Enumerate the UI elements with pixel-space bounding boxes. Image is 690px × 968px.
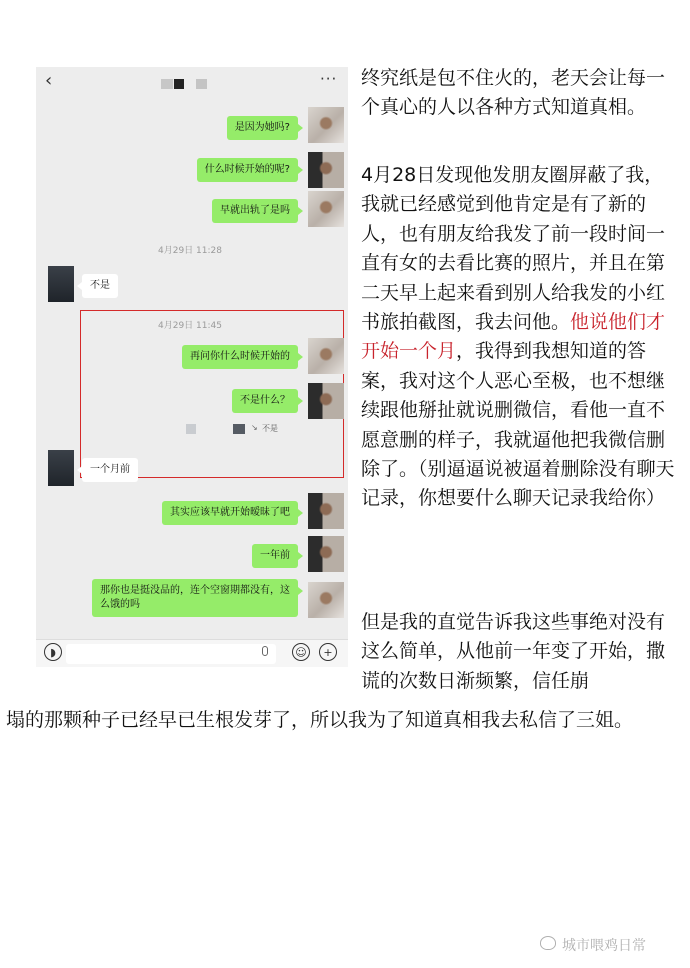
my-message-bubble[interactable]: 再问你什么时候开始的 <box>182 345 298 369</box>
story-text: 4月28日发现他发朋友圈屏蔽了我，我就已经感觉到他肯定是有了新的人，也有朋友给我发了前一段时间一直有女的去看比赛的照片，并且在第二天早上起来看到别人给我发的小红书旅拍截图，我去问他。 <box>361 164 666 334</box>
contact-avatar[interactable] <box>48 450 74 486</box>
back-arrow-icon[interactable]: ‹ <box>45 70 53 91</box>
microphone-icon[interactable] <box>262 646 268 656</box>
my-message-bubble[interactable]: 什么时候开始的呢? <box>197 158 298 182</box>
contact-avatar[interactable] <box>48 266 74 302</box>
paragraph-intuition-continued: 塌的那颗种子已经早已生根发芽了，所以我为了知道真相我去私信了三姐。 <box>6 709 634 731</box>
plus-icon[interactable]: + <box>319 643 337 661</box>
paragraph-story <box>361 161 681 514</box>
my-avatar[interactable] <box>308 582 344 618</box>
emoji-icon[interactable]: ☺ <box>292 643 310 661</box>
paragraph-intuition: 但是我的直觉告诉我这些事绝对没有这么简单，从他前一年变了开始，撒谎的次数日渐频繁，信任崩 <box>361 611 666 692</box>
voice-icon[interactable]: ◗ <box>44 643 62 661</box>
more-options-icon[interactable]: ··· <box>320 70 338 88</box>
my-message-bubble[interactable]: 是因为她吗? <box>227 116 298 140</box>
quoted-message[interactable]: 不是 <box>262 424 278 433</box>
contact-message-bubble[interactable]: 不是 <box>82 274 118 298</box>
contact-message-bubble[interactable]: 一个月前 <box>82 458 138 482</box>
blurred-quote-name <box>233 424 245 434</box>
chat-input-bar <box>36 639 348 667</box>
message-timestamp: 4月29日 11:28 <box>158 246 222 256</box>
my-avatar[interactable] <box>308 493 344 529</box>
my-avatar[interactable] <box>308 191 344 227</box>
blurred-contact-name <box>174 79 184 89</box>
my-message-bubble[interactable]: 那你也是挺没品的，连个空窗期都没有，这么饿的吗 <box>92 579 298 617</box>
my-message-bubble[interactable]: 早就出轨了是吗 <box>212 199 298 223</box>
quote-arrow-icon: ↘ <box>251 423 258 432</box>
my-avatar[interactable] <box>308 536 344 572</box>
my-message-bubble[interactable]: 一年前 <box>252 544 298 568</box>
chat-screenshot <box>36 67 348 667</box>
chat-header <box>36 67 348 97</box>
message-input[interactable] <box>66 644 276 664</box>
story-text-continued: ，我得到我想知道的答案，我对这个人恶心至极，也不想继续跟他掰扯就说删微信，看他一直不愿意删的样子，我就逼他把我微信删除了。（别逼逼说被逼着删除没有聊天记录，你想要什么聊天记录我给你） <box>361 340 675 510</box>
my-avatar[interactable] <box>308 152 344 188</box>
blurred-quote-name <box>186 424 196 434</box>
my-avatar[interactable] <box>308 383 344 419</box>
weibo-icon <box>540 936 556 950</box>
my-avatar[interactable] <box>308 107 344 143</box>
blurred-contact-name <box>196 79 207 89</box>
highlight-frame <box>80 310 344 478</box>
my-message-bubble[interactable]: 其实应该早就开始暧昧了吧 <box>162 501 298 525</box>
watermark-text: 城市喂鸡日常 <box>562 938 646 954</box>
paragraph-intro: 终究纸是包不住火的，老天会让每一个真心的人以各种方式知道真相。 <box>361 67 666 119</box>
my-avatar[interactable] <box>308 338 344 374</box>
highlighted-quote: 他说他们才开始一个月 <box>361 311 666 363</box>
message-timestamp: 4月29日 11:45 <box>158 321 222 331</box>
blurred-contact-name <box>161 79 173 89</box>
my-message-bubble[interactable]: 不是什么？ <box>232 389 298 413</box>
